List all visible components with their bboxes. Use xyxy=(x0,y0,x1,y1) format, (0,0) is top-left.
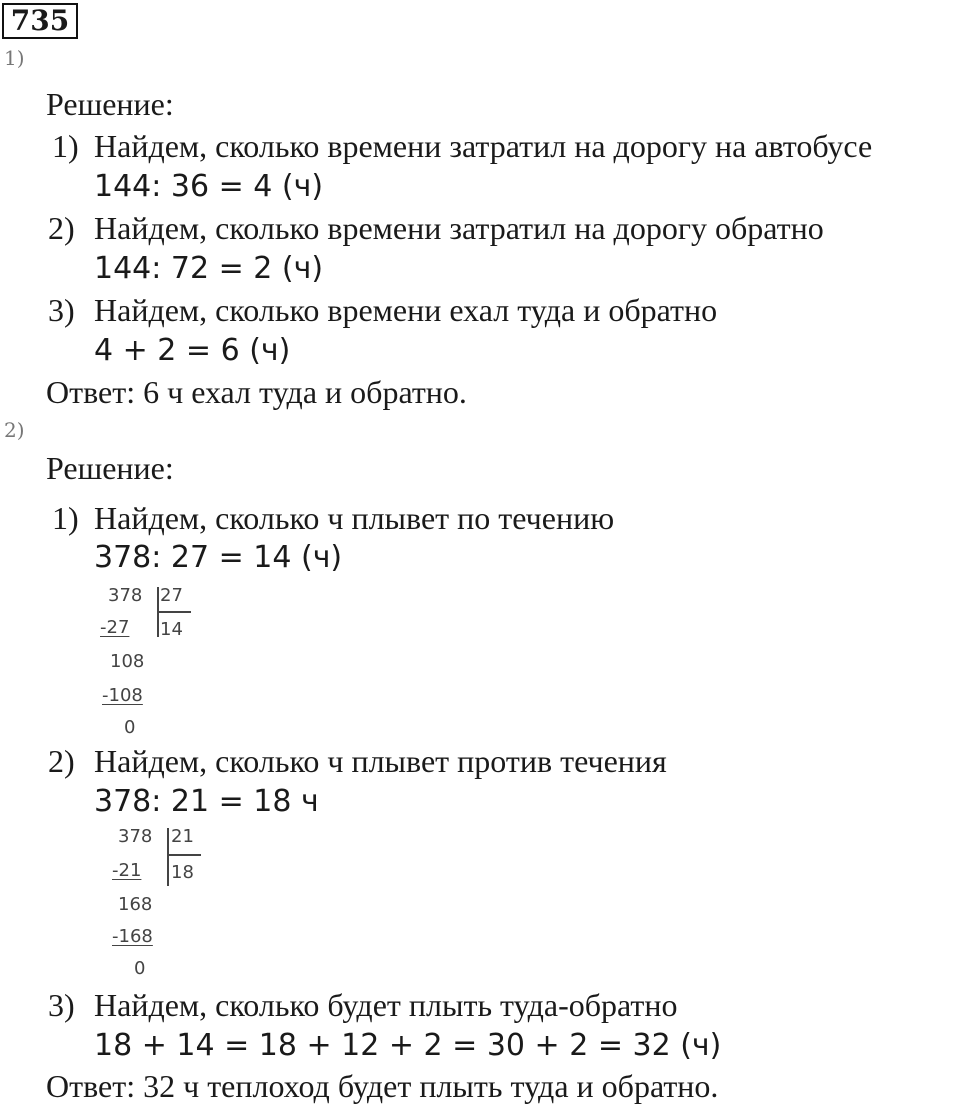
part-2-step-2-number: 2) xyxy=(48,743,75,779)
part-1-step-3-number: 3) xyxy=(48,292,75,328)
part-2-step-3-text: Найдем, сколько будет плыть туда-обратно xyxy=(94,987,678,1023)
division-bracket-horizontal xyxy=(157,611,191,613)
part-2-label: 2) xyxy=(4,418,25,442)
part-1-step-2-expression: 144: 72 = 2 (ч) xyxy=(94,251,324,286)
remainder-1: 168 xyxy=(118,894,153,915)
division-bracket-vertical xyxy=(167,828,169,886)
part-2-step-1-number: 1) xyxy=(52,500,79,536)
part-2-step-1-expression: 378: 27 = 14 (ч) xyxy=(94,540,343,575)
part-2-step-2-text: Найдем, сколько ч плывет против течения xyxy=(94,743,667,779)
quotient: 14 xyxy=(160,619,183,640)
part-1-step-3-text: Найдем, сколько времени ехал туда и обратно xyxy=(94,292,718,328)
subtrahend-1: -21 xyxy=(112,860,142,881)
long-division-378-by-27 xyxy=(100,585,210,745)
subtrahend-2: -168 xyxy=(112,926,153,947)
long-division-378-by-21 xyxy=(110,826,220,986)
divisor: 27 xyxy=(160,585,183,606)
problem-number: 735 xyxy=(2,3,78,39)
part-2-step-3-number: 3) xyxy=(48,987,75,1023)
part-1-solution-heading: Решение: xyxy=(46,86,174,122)
part-1-step-1-text: Найдем, сколько времени затратил на дорогу на автобусе xyxy=(94,128,873,164)
part-1-step-1-number: 1) xyxy=(52,128,79,164)
subtrahend-2: -108 xyxy=(102,685,143,706)
part-1-answer: Ответ: 6 ч ехал туда и обратно. xyxy=(46,374,467,410)
division-bracket-horizontal xyxy=(167,854,201,856)
dividend: 378 xyxy=(118,826,153,847)
part-1-step-2-text: Найдем, сколько времени затратил на дорогу обратно xyxy=(94,210,824,246)
part-1-step-3-expression: 4 + 2 = 6 (ч) xyxy=(94,333,291,368)
part-1-label: 1) xyxy=(4,46,25,70)
part-2-step-1-text: Найдем, сколько ч плывет по течению xyxy=(94,500,615,536)
part-1-step-1-expression: 144: 36 = 4 (ч) xyxy=(94,169,324,204)
quotient: 18 xyxy=(171,862,194,883)
part-2-answer: Ответ: 32 ч теплоход будет плыть туда и обратно. xyxy=(46,1068,719,1104)
subtrahend-1: -27 xyxy=(100,617,130,638)
remainder-2: 0 xyxy=(134,958,146,979)
remainder-2: 0 xyxy=(124,717,136,738)
part-2-solution-heading: Решение: xyxy=(46,450,174,486)
part-2-step-2-expression: 378: 21 = 18 ч xyxy=(94,784,319,819)
part-2-step-3-expression: 18 + 14 = 18 + 12 + 2 = 30 + 2 = 32 (ч) xyxy=(94,1028,722,1063)
part-1-step-2-number: 2) xyxy=(48,210,75,246)
dividend: 378 xyxy=(108,585,143,606)
divisor: 21 xyxy=(171,826,194,847)
remainder-1: 108 xyxy=(110,651,145,672)
